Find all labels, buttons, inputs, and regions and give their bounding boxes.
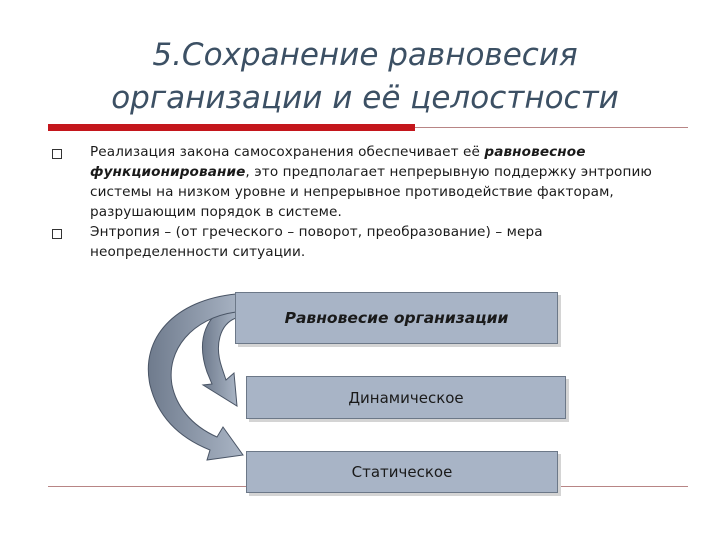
bullet-text-part2: , это предполагает непрерывную поддержку энтропию системы на низком уровне и непрерывное противодействие факторам, разрушающим порядок в системе.	[90, 164, 652, 220]
dynamic-box	[246, 376, 566, 419]
equilibrium-box	[235, 292, 558, 344]
slide-title-line1: 5.Сохранение равновесия	[152, 37, 578, 73]
bullet-text-part1: Реализация закона самосохранения обеспечивает её	[90, 144, 485, 160]
square-bullet-icon	[52, 149, 62, 159]
dynamic-label: Динамическое	[348, 388, 464, 407]
slide-title-line2: организации и её целостности	[111, 80, 619, 116]
title-divider-accent	[48, 124, 415, 131]
bullet-text: Энтропия – (от греческого – поворот, преобразование) – мера неопределенности ситуации.	[90, 224, 543, 260]
square-bullet-icon	[52, 229, 62, 239]
bullet-item	[50, 142, 670, 222]
curved-arrow-dynamic-icon	[203, 304, 237, 406]
static-box	[246, 451, 558, 493]
equilibrium-label: Равновесие организации	[284, 309, 509, 327]
slide-title	[40, 34, 690, 120]
curved-arrow-static-icon	[148, 294, 243, 460]
bullet-emphasis: равновесное функционирование	[90, 144, 586, 180]
bullet-list	[50, 142, 670, 262]
static-label: Статическое	[351, 463, 453, 481]
bullet-item	[50, 222, 670, 262]
